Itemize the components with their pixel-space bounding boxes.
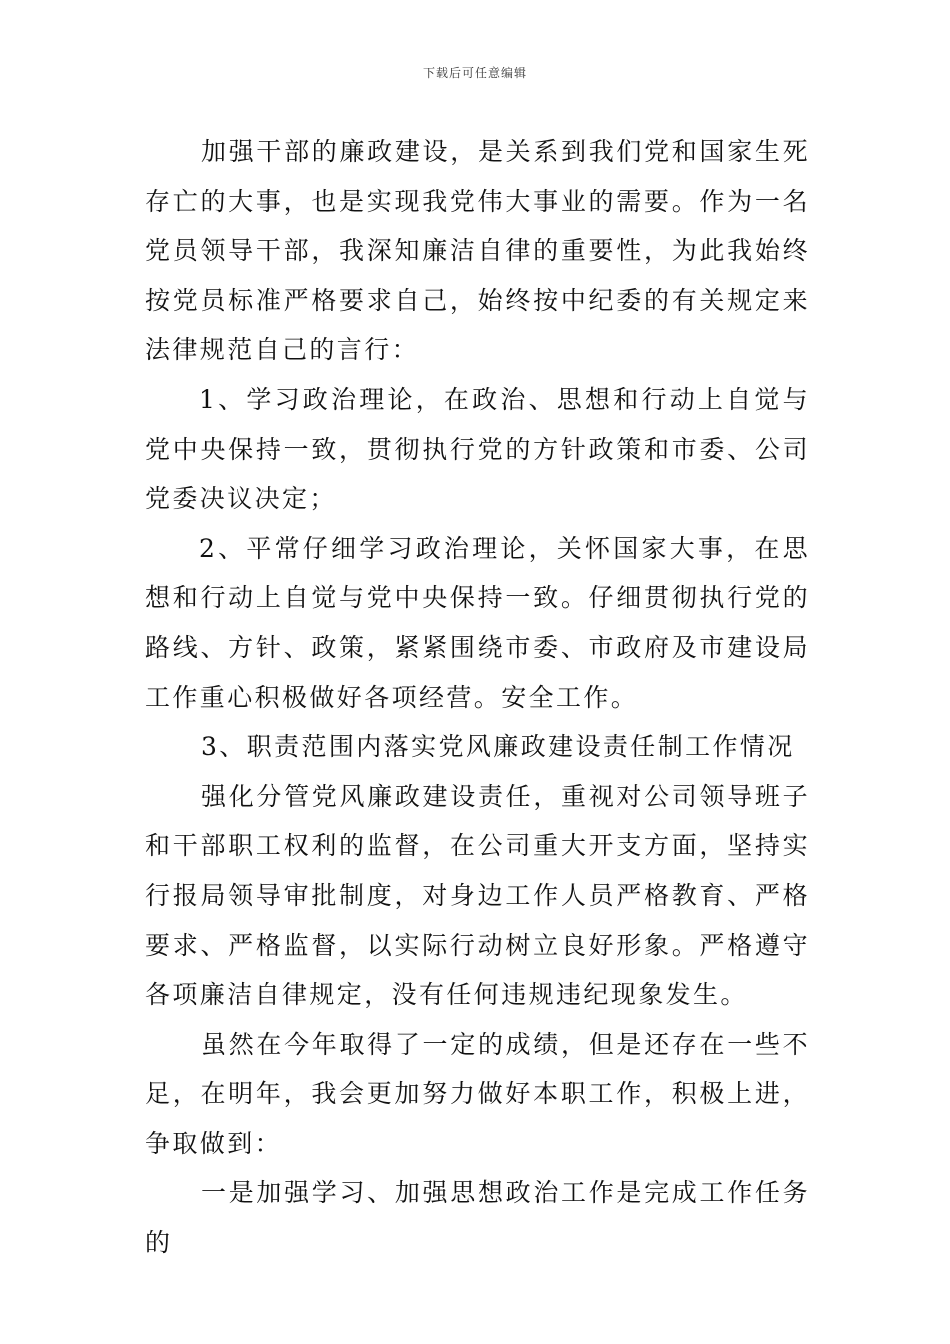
paragraph-responsibility: 强化分管党风廉政建设责任，重视对公司领导班子和干部职工权利的监督，在公司重大开支方面，坚持实行报局领导审批制度，对身边工作人员严格教育、严格要求、严格监督，以实际行动树立良好形象。严格遵守各项廉洁自律规定，没有任何违规违纪现象发生。: [145, 781, 810, 1010]
paragraph-plan-first: 一是加强学习、加强思想政治工作是完成工作任务的: [145, 1178, 810, 1258]
header-note: 下载后可任意编辑: [422, 66, 527, 80]
paragraph-item-3-heading: 3、职责范围内落实党风廉政建设责任制工作情况: [201, 732, 795, 762]
document-body: [145, 127, 810, 1268]
paragraph-item-2: 2、平常仔细学习政治理论，关怀国家大事，在思想和行动上自觉与党中央保持一致。仔细贯彻执行党的路线、方针、政策，紧紧围绕市委、市政府及市建设局工作重心积极做好各项经营。安全工作。: [145, 533, 810, 712]
paragraph-item-1: 1、学习政治理论，在政治、思想和行动上自觉与党中央保持一致，贯彻执行党的方针政策和市委、公司党委决议决定；: [145, 384, 810, 514]
paragraph-intro: 加强干部的廉政建设，是关系到我们党和国家生死存亡的大事，也是实现我党伟大事业的需要。作为一名党员领导干部，我深知廉洁自律的重要性，为此我始终按党员标准严格要求自己，始终按中纪委的有关规定来法律规范自己的言行：: [145, 137, 810, 365]
paragraph-shortcomings: 虽然在今年取得了一定的成绩，但是还存在一些不足，在明年，我会更加努力做好本职工作，积极上进，争取做到：: [145, 1029, 810, 1158]
